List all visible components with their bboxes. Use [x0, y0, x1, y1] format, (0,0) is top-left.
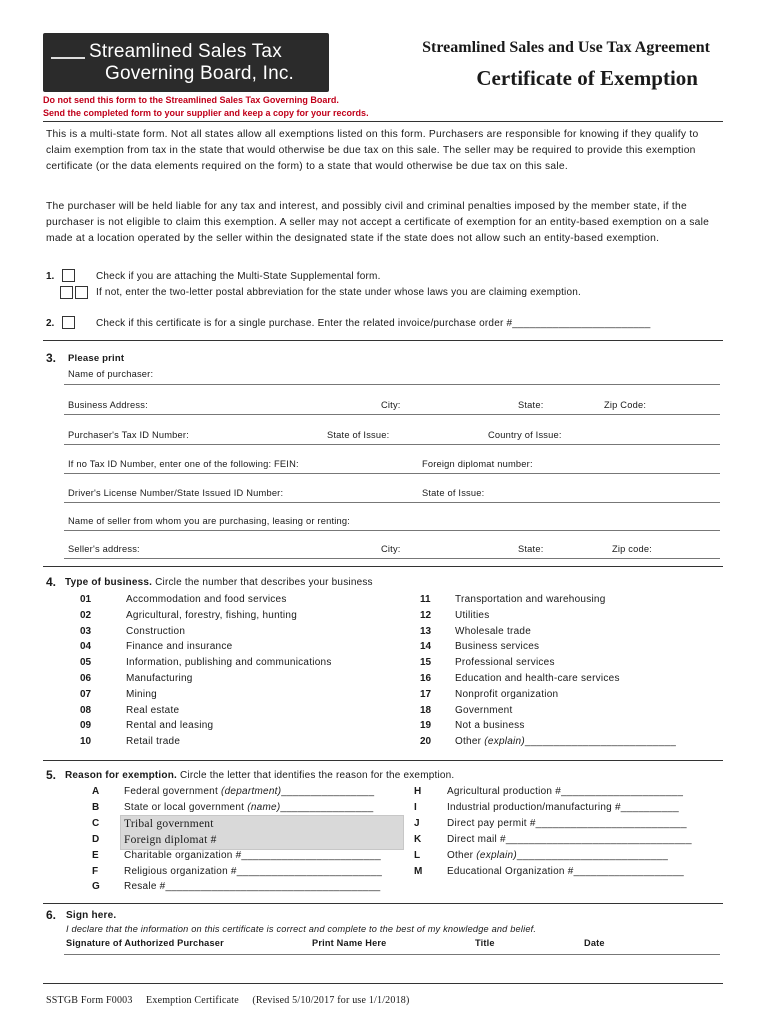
reason-letter[interactable]: I [414, 801, 417, 813]
reason-label [124, 850, 381, 861]
header-divider [43, 121, 723, 122]
reason-letter[interactable]: F [92, 865, 99, 877]
reason-text: Direct mail #________________________________ [447, 833, 692, 845]
reason-label [447, 802, 679, 813]
business-type-number[interactable]: 02 [80, 609, 92, 621]
section3-title: Please print [68, 353, 125, 364]
business-type-label: Information, publishing and communications [126, 657, 332, 669]
business-type-text: Business services [455, 641, 540, 653]
business-type-label: Retail trade [126, 736, 181, 748]
warning-line-1: Do not send this form to the Streamlined Sales Tax Governing Board. [43, 95, 339, 105]
business-type-text: Not a business [455, 720, 525, 732]
business-type-label [455, 736, 676, 747]
section3-divider [43, 340, 723, 341]
section6-title: Sign here. [66, 910, 117, 921]
business-type-label: Agricultural, forestry, fishing, hunting [126, 609, 298, 621]
business-type-number[interactable]: 18 [420, 704, 432, 716]
section6-divider [43, 903, 723, 904]
business-type-number[interactable]: 03 [80, 625, 92, 637]
date-label: Date [584, 938, 605, 948]
fein-label: If no Tax ID Number, enter one of the following: FEIN: [68, 459, 299, 469]
seller-state-label: State: [518, 544, 544, 554]
single-purchase-checkbox[interactable] [62, 316, 75, 329]
business-type-number[interactable]: 01 [80, 594, 92, 605]
business-type-number[interactable]: 04 [80, 641, 92, 653]
reason-letter[interactable]: E [92, 849, 99, 861]
business-type-label [455, 657, 555, 668]
business-address-label: Business Address: [68, 400, 148, 410]
reason-label [447, 850, 668, 861]
reason-letter[interactable]: G [92, 881, 100, 893]
seller-zip-label: Zip code: [612, 544, 653, 554]
reason-blank[interactable]: ________________ [281, 786, 375, 797]
tax-id-state-label: State of Issue: [327, 430, 390, 440]
reason-label [447, 866, 684, 877]
foreign-diplomat-label: Foreign diplomat number: [422, 459, 533, 469]
title-label: Title [475, 938, 495, 948]
form-footer: SSTGB Form F0003 Exemption Certificate (Revised 5/10/2017 for use 1/1/2018) [46, 995, 410, 1006]
reason-text: Charitable organization #________________________ [124, 849, 381, 861]
logo-line2: Governing Board, Inc. [105, 63, 295, 84]
reason-label [124, 881, 381, 892]
reason-label [447, 818, 687, 829]
reason-text: State or local government [124, 801, 248, 813]
business-type-number[interactable]: 10 [80, 736, 92, 748]
seller-address-field[interactable] [64, 558, 720, 559]
reason-blank[interactable]: ________________ [280, 801, 374, 813]
section4-title: Type of business. [65, 577, 153, 588]
seller-name-label: Name of seller from whom you are purchasing, leasing or renting: [68, 516, 351, 526]
reason-label [124, 834, 217, 846]
business-type-number[interactable]: 14 [420, 641, 432, 653]
state-abbrev-box-1[interactable] [60, 286, 73, 299]
business-type-text: Wholesale trade [455, 625, 532, 637]
business-type-text: Utilities [455, 609, 490, 621]
business-type-number[interactable]: 19 [420, 720, 432, 732]
tax-id-field[interactable] [64, 444, 720, 445]
tax-id-label: Purchaser's Tax ID Number: [68, 430, 189, 440]
intro-paragraph-1: This is a multi-state form. Not all states allow all exemptions listed on this form. Purchasers are responsible for knowing if they qualify to claim exemption from tax in the state that would otherwise be due tax on this sale. The seller may be required to provide this exemption certificate (or the data elements required on the form) to a state that would otherwise be due tax on this sale. [46, 129, 699, 173]
warning-line-2: Send the completed form to your supplier and keep a copy for your records. [43, 108, 369, 118]
reason-letter[interactable]: D [92, 833, 100, 845]
business-type-text: Transportation and warehousing [455, 594, 606, 605]
business-type-label: Construction [126, 625, 186, 637]
business-type-number[interactable]: 20 [420, 736, 432, 748]
reason-letter[interactable]: A [92, 786, 100, 797]
business-type-text: Other [455, 736, 485, 748]
business-type-label: Manufacturing [126, 673, 193, 684]
city-label: City: [381, 400, 401, 410]
section5-heading [65, 770, 454, 781]
reason-letter[interactable]: M [414, 865, 423, 877]
business-type-label [455, 626, 531, 637]
business-type-label: Finance and insurance [126, 641, 233, 653]
license-state-label: State of Issue: [422, 488, 485, 498]
section5-divider [43, 760, 723, 761]
section4-divider [43, 566, 723, 567]
reason-blank[interactable]: __________________________ [516, 849, 669, 861]
country-issue-label: Country of Issue: [488, 430, 562, 440]
section6-number: 6. [46, 908, 57, 922]
item2-text: Check if this certificate is for a single purchase. Enter the related invoice/purchase order #________________________ [96, 318, 651, 329]
business-type-text: Professional services [455, 657, 555, 669]
business-type-number[interactable]: 06 [80, 673, 92, 684]
intro-paragraph-2: The purchaser will be held liable for any tax and interest, and possibly civil and criminal penalties imposed by the member state, if the purchaser is not eligible to claim this exemption. A seller may not accept a certificate of exemption for an entity-based exemption on a sale made at a location operated by the seller within the designated state if the state does not allow such an entity-based exemption. [46, 201, 710, 245]
reason-label [447, 834, 692, 845]
item2-number: 2. [46, 318, 55, 329]
reason-letter[interactable]: C [92, 817, 100, 829]
reason-letter[interactable]: L [414, 849, 421, 861]
business-type-blank[interactable]: __________________________ [524, 736, 677, 748]
item1-number: 1. [46, 271, 55, 282]
logo-line1: Streamlined Sales Tax [89, 41, 282, 62]
business-type-label [455, 594, 606, 605]
state-abbrev-box-2[interactable] [75, 286, 88, 299]
business-type-text: Government [455, 704, 513, 716]
reason-text: Educational Organization #___________________ [447, 865, 684, 877]
seller-address-label: Seller's address: [68, 544, 140, 554]
reason-explain: (explain) [476, 849, 517, 861]
state-label: State: [518, 400, 544, 410]
reason-label [124, 866, 382, 877]
business-type-number[interactable]: 12 [420, 609, 432, 621]
business-type-label [455, 673, 620, 684]
business-type-number[interactable]: 05 [80, 657, 92, 669]
business-type-label: Real estate [126, 704, 180, 716]
reason-explain: (department) [221, 786, 282, 797]
business-type-label: Accommodation and food services [126, 594, 287, 605]
item1-text-2: If not, enter the two-letter postal abbreviation for the state under whose laws you are claiming exemption. [96, 287, 581, 298]
business-type-label [455, 641, 539, 652]
reason-text: Tribal government [124, 817, 214, 830]
reason-letter[interactable]: H [414, 786, 422, 797]
signature-field[interactable] [64, 954, 720, 955]
reason-letter[interactable]: B [92, 801, 100, 813]
section3-number: 3. [46, 351, 57, 365]
business-type-label [455, 705, 513, 716]
reason-text: Foreign diplomat # [124, 833, 217, 846]
footer-divider [43, 983, 723, 984]
reason-text: Agricultural production #_____________________ [447, 786, 684, 797]
business-type-number[interactable]: 13 [420, 625, 432, 637]
business-type-label [455, 689, 558, 700]
business-address-field[interactable] [64, 414, 720, 415]
zip-label: Zip Code: [604, 400, 647, 410]
section5-number: 5. [46, 768, 57, 782]
fein-field[interactable] [64, 473, 720, 474]
business-type-number[interactable]: 15 [420, 657, 432, 669]
business-type-number[interactable]: 07 [80, 688, 92, 700]
reason-label [124, 786, 374, 797]
business-type-number[interactable]: 11 [420, 594, 431, 605]
business-type-label [455, 610, 489, 621]
business-type-label: Rental and leasing [126, 720, 214, 732]
section5-title: Reason for exemption. [65, 770, 177, 781]
reason-letter[interactable]: J [414, 817, 420, 829]
drivers-license-field[interactable] [64, 502, 720, 503]
multistate-checkbox[interactable] [62, 269, 75, 282]
certificate-title: Certificate of Exemption [476, 66, 698, 90]
reason-text: Other [447, 849, 477, 861]
declaration-text: I declare that the information on this certificate is correct and complete to the best of my knowledge and belief. [66, 924, 537, 934]
reason-text: Federal government [124, 786, 222, 797]
reason-label [124, 802, 373, 813]
agreement-title: Streamlined Sales and Use Tax Agreement [422, 39, 710, 56]
seller-name-field[interactable] [64, 530, 720, 531]
business-type-label: Mining [126, 688, 157, 700]
reason-label [124, 818, 214, 830]
section4-number: 4. [46, 575, 57, 589]
reason-label [447, 786, 683, 797]
reason-explain: (name) [247, 801, 281, 813]
reason-text: Industrial production/manufacturing #__________ [447, 801, 679, 813]
section4-heading [65, 577, 373, 588]
business-type-number[interactable]: 09 [80, 720, 92, 732]
reason-text: Religious organization #_________________________ [124, 865, 383, 877]
business-type-number[interactable]: 16 [420, 673, 432, 684]
section4-subtitle: Circle the number that describes your business [155, 577, 373, 588]
business-type-explain: (explain) [484, 736, 525, 748]
section5-subtitle: Circle the letter that identifies the reason for the exemption. [179, 770, 455, 781]
signature-label: Signature of Authorized Purchaser [66, 938, 224, 948]
drivers-license-label: Driver's License Number/State Issued ID Number: [68, 488, 284, 498]
logo-line [51, 57, 85, 59]
reason-text: Direct pay permit #__________________________ [447, 817, 687, 829]
business-type-text: Education and health-care services [455, 673, 620, 684]
purchaser-name-label: Name of purchaser: [68, 369, 154, 379]
reason-text: Resale #_____________________________________ [124, 881, 381, 893]
business-type-label [455, 720, 525, 731]
reason-letter[interactable]: K [414, 833, 422, 845]
purchaser-name-field[interactable] [64, 384, 720, 385]
business-type-number[interactable]: 17 [420, 688, 432, 700]
business-type-text: Nonprofit organization [455, 688, 559, 700]
seller-city-label: City: [381, 544, 401, 554]
item1-text: Check if you are attaching the Multi-State Supplemental form. [96, 271, 381, 282]
print-name-label: Print Name Here [312, 938, 387, 948]
sstgb-logo [43, 33, 329, 92]
business-type-number[interactable]: 08 [80, 704, 92, 716]
